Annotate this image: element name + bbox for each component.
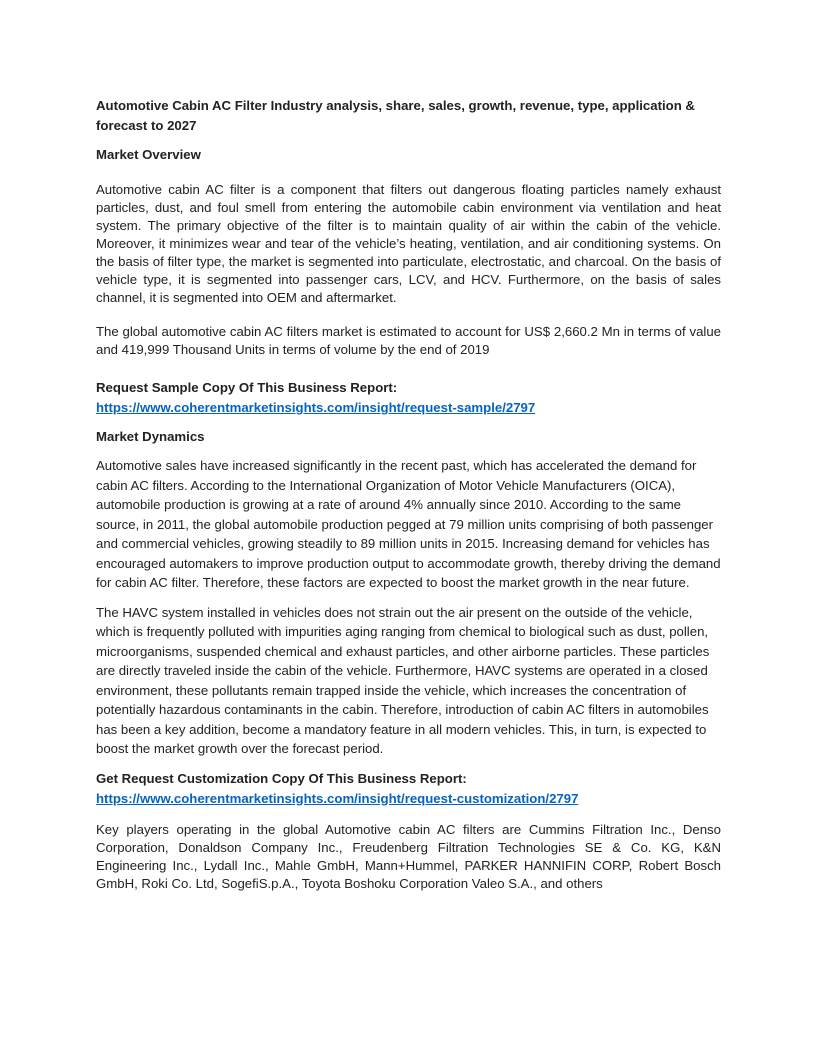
key-players-paragraph: Key players operating in the global Automotive cabin AC filters are Cummins Filtration Inc., Denso Corporation, Donaldson Company Inc., Freudenberg Filtration Technologies SE & Co. KG, K&N Engineering Inc., Lydall Inc., Mahle GmbH, Mann+Hummel, PARKER HANNIFIN CORP, Robert Bosch GmbH, Roki Co. Ltd, SogefiS.p.A., Toyota Boshoku Corporation Valeo S.A., and others xyxy=(96,821,721,891)
customization-block xyxy=(96,769,721,809)
customization-link[interactable]: https://www.coherentmarketinsights.com/insight/request-customization/2797 xyxy=(96,790,579,806)
request-sample-link[interactable]: https://www.coherentmarketinsights.com/insight/request-sample/2797 xyxy=(96,400,536,415)
market-overview-heading: Market Overview xyxy=(96,147,201,162)
market-dynamics-heading: Market Dynamics xyxy=(96,429,205,444)
market-dynamics-paragraph-2: The HAVC system installed in vehicles does not strain out the air present on the outside of the vehicle, which is frequently polluted with impurities aging ranging from chemical to biological such as dust, pollen, microorganisms, suspended chemical and exhaust particles, and other airborne particles. These particles are directly traveled inside the cabin of the vehicle. Furthermore, HAVC systems are operated in a closed environment, these pollutants remain trapped inside the vehicle, which increases the concentration of potentially hazardous contaminants in the cabin. Therefore, introduction of cabin AC filters in automobiles has been a key addition, become a mandatory feature in all modern vehicles. This, in turn, is expected to boost the market growth over the forecast period. xyxy=(96,604,710,756)
global-market-paragraph: The global automotive cabin AC filters market is estimated to account for US$ 2,660.2 Mn in terms of value and 419,999 Thousand Units in terms of volume by the end of 2019 xyxy=(96,324,721,357)
market-overview-paragraph: Automotive cabin AC filter is a component that filters out dangerous floating particles namely exhaust particles, dust, and foul smell from entering the automobile cabin environment via ventilation and heat system. The primary objective of the filter is to maintain quality of air within the cabin of the vehicle. Moreover, it minimizes wear and tear of the vehicle’s heating, ventilation, and air conditioning systems. On the basis of filter type, the market is segmented into particulate, electrostatic, and charcoal. On the basis of vehicle type, it is segmented into passenger cars, LCV, and HCV. Furthermore, on the basis of sales channel, it is segmented into OEM and aftermarket. xyxy=(96,182,721,305)
customization-label: Get Request Customization Copy Of This Business Report: xyxy=(96,770,467,786)
request-sample-block xyxy=(96,378,721,418)
market-dynamics-paragraph-1: Automotive sales have increased significantly in the recent past, which has accelerated the demand for cabin AC filters. According to the International Organization of Motor Vehicle Manufacturers (OICA), automobile production is growing at a rate of around 4% annually since 2010. According to the same source, in 2011, the global automobile production pegged at 79 million units comprising of both passenger and commercial vehicles, growing steadily to 89 million units in 2015. Increasing demand for vehicles has encouraged automakers to improve production output to accommodate growth, thereby driving the demand for cabin AC filter. Therefore, these factors are expected to boost the market growth in the near future. xyxy=(96,458,721,590)
document-page xyxy=(96,96,721,893)
page-title: Automotive Cabin AC Filter Industry analysis, share, sales, growth, revenue, type, application & forecast to 2027 xyxy=(96,98,695,133)
request-sample-label: Request Sample Copy Of This Business Report: xyxy=(96,380,398,395)
